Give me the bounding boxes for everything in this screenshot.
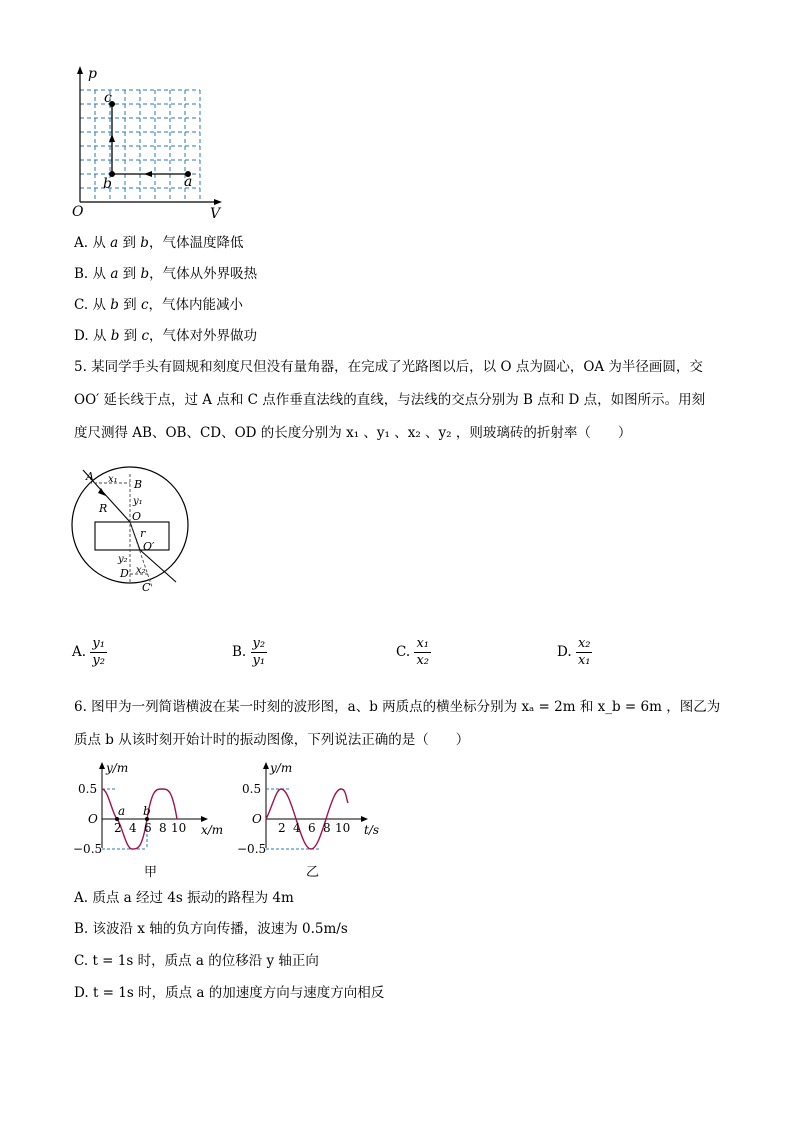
- q5-stem-line3: 度尺测得 AB、OB、CD、OD 的长度分别为 x₁ 、y₁ 、x₂ 、y₂ ，则玻璃砖的折射率（ ）: [74, 425, 632, 441]
- wave-graph-jia: [72, 758, 232, 882]
- q5-option-b: [232, 636, 267, 669]
- label-R: R: [99, 502, 108, 515]
- bottom-value: −0.5: [237, 842, 267, 856]
- tick-label: 10: [171, 821, 187, 835]
- q5-option-c: [396, 636, 431, 669]
- caption-yi: 乙: [306, 865, 320, 880]
- label-O-prime: O′: [143, 540, 155, 553]
- denominator: y₂: [92, 653, 105, 668]
- vibration-graph-yi: [236, 758, 396, 882]
- option-var: b: [110, 297, 119, 313]
- option-var: b: [140, 235, 149, 251]
- option-text: ，气体对外界做功: [149, 328, 258, 344]
- option-text: 到: [119, 328, 142, 344]
- option-letter: D.: [557, 644, 572, 660]
- option-letter: B.: [232, 644, 247, 660]
- point-b-label: b: [143, 804, 151, 818]
- tick-label: 2: [114, 821, 122, 835]
- option-letter: A.: [72, 644, 87, 660]
- label-C: C: [142, 581, 151, 594]
- option-letter: B.: [74, 921, 89, 937]
- tick-label: 8: [159, 821, 167, 835]
- q4-option-b: [74, 264, 257, 284]
- tick-label: 10: [335, 821, 351, 835]
- v-axis-label: V: [210, 206, 221, 222]
- point-a-label: a: [184, 174, 193, 190]
- option-text: t = 1s 时，质点 a 的位移沿 y 轴正向: [92, 953, 319, 969]
- label-y2: y₂: [118, 554, 128, 565]
- q5-stem-line2: OO′ 延长线于点，过 A 点和 C 点作垂直法线的直线，与法线的交点分别为 B 点和 D 点，如图所示。用刻: [74, 392, 706, 408]
- option-text: t = 1s 时，质点 a 的加速度方向与速度方向相反: [92, 985, 385, 1001]
- fraction: [251, 636, 268, 669]
- p-axis-label: p: [88, 66, 97, 82]
- q5-option-d: [557, 636, 592, 669]
- pv-graph: [70, 62, 230, 222]
- tick-label: 4: [129, 821, 137, 835]
- q4-option-d: [74, 326, 257, 346]
- option-letter: C.: [74, 297, 89, 313]
- option-text: 到: [118, 235, 141, 251]
- label-x2: x₂: [136, 565, 146, 576]
- x-axis-label: x/m: [201, 823, 224, 837]
- q5-stem-line1: 5. 某同学手头有圆规和刻度尺但没有量角器，在完成了光路图以后，以 O 点为圆心，OA 为半径画圆，交: [74, 359, 703, 375]
- q6-option-d: [74, 983, 384, 1003]
- option-letter: A.: [74, 890, 89, 906]
- q6-stem-line1: 6. 图甲为一列简谐横波在某一时刻的波形图，a、b 两质点的横坐标分别为 xₐ = 2m 和 x_b = 6m ，图乙为: [74, 699, 721, 715]
- top-value: 0.5: [78, 782, 98, 796]
- numerator: x₁: [416, 636, 429, 651]
- option-letter: C.: [396, 644, 411, 660]
- point-a-label: a: [118, 804, 126, 818]
- option-letter: C.: [74, 953, 89, 969]
- label-D: D: [120, 567, 129, 580]
- tick-label: 2: [278, 821, 286, 835]
- tick-label: 8: [323, 821, 331, 835]
- q6-stem-line2: 质点 b 从该时刻开始计时的振动图像，下列说法正确的是（ ）: [74, 732, 470, 748]
- option-var: b: [110, 328, 120, 344]
- q5-option-a: [72, 636, 107, 669]
- label-x1: x₁: [108, 474, 118, 485]
- fraction: [576, 636, 593, 669]
- option-text: ，气体从外界吸热: [149, 266, 258, 282]
- option-text: 从: [92, 297, 111, 313]
- q6-option-a: [74, 888, 294, 908]
- option-letter: B.: [74, 266, 89, 282]
- option-text: ，气体内能减小: [148, 297, 244, 313]
- q6-option-c: [74, 951, 319, 971]
- option-letter: A.: [74, 235, 89, 251]
- point-c-label: c: [104, 90, 112, 106]
- tick-label: 6: [144, 821, 152, 835]
- numerator: y₂: [252, 636, 266, 651]
- denominator: x₂: [416, 653, 429, 668]
- x-axis-label: t/s: [364, 823, 380, 837]
- option-text: 到: [118, 266, 141, 282]
- origin-label: O: [88, 812, 98, 826]
- top-value: 0.5: [242, 782, 262, 796]
- option-var: c: [141, 328, 150, 344]
- y-axis-label: y/m: [270, 761, 293, 775]
- option-text: ，气体温度降低: [148, 235, 244, 251]
- label-O: O: [132, 510, 142, 523]
- refraction-diagram: [68, 462, 198, 602]
- tick-label: 4: [293, 821, 301, 835]
- fraction: [414, 636, 431, 669]
- option-letter: D.: [74, 985, 89, 1001]
- option-var: a: [110, 266, 119, 282]
- denominator: x₁: [577, 653, 591, 668]
- caption-jia: 甲: [144, 865, 158, 880]
- option-text: 质点 a 经过 4s 振动的路程为 4m: [92, 890, 294, 906]
- q6-option-b: [74, 919, 348, 939]
- tick-label: 6: [308, 821, 316, 835]
- point-b-label: b: [103, 176, 112, 192]
- label-B: B: [134, 478, 143, 491]
- numerator: y₁: [92, 636, 105, 651]
- bottom-value: −0.5: [73, 842, 103, 856]
- fraction: [90, 636, 107, 669]
- origin-label: O: [72, 204, 84, 220]
- option-text: 从: [92, 328, 111, 344]
- label-r: r: [140, 527, 146, 540]
- numerator: x₂: [577, 636, 591, 651]
- label-y1: y₁: [133, 496, 143, 507]
- denominator: y₁: [252, 653, 266, 668]
- q4-option-c: [74, 295, 243, 315]
- y-axis-label: y/m: [106, 761, 129, 775]
- option-text: 该波沿 x 轴的负方向传播，波速为 0.5m/s: [92, 921, 348, 937]
- option-var: a: [110, 235, 119, 251]
- option-text: 从: [92, 235, 111, 251]
- option-var: c: [140, 297, 149, 313]
- option-var: b: [140, 266, 150, 282]
- label-A: A: [86, 470, 94, 483]
- option-text: 从: [92, 266, 111, 282]
- q4-option-a: [74, 233, 243, 253]
- option-letter: D.: [74, 328, 89, 344]
- option-text: 到: [118, 297, 141, 313]
- origin-label: O: [252, 812, 262, 826]
